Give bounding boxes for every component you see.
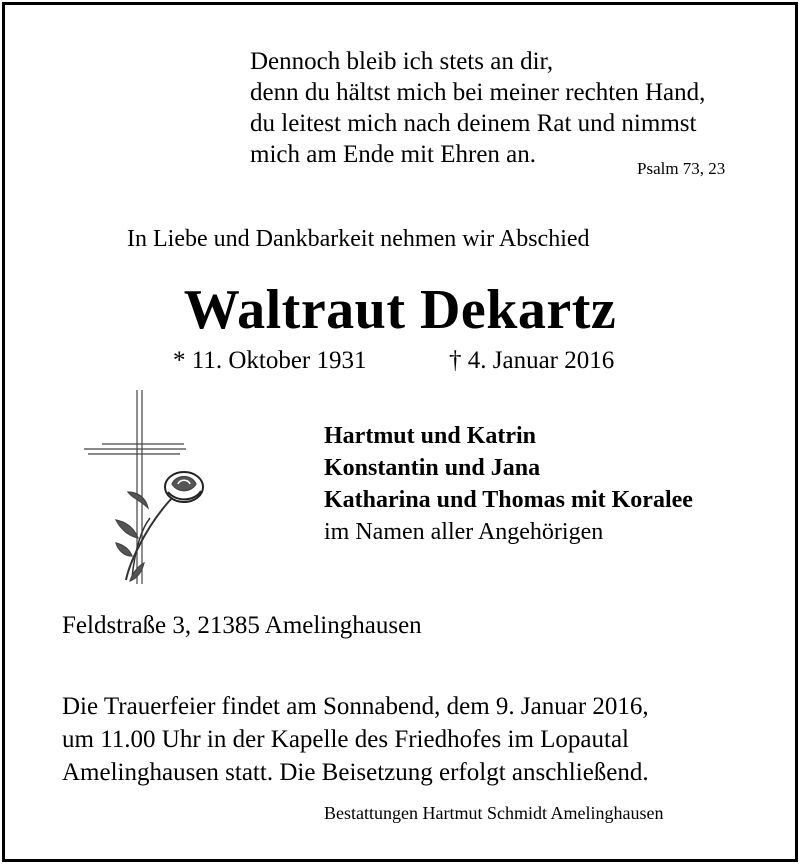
cross-with-rose-icon: [80, 388, 220, 588]
verse-line: du leitest mich nach deinem Rat und nimmst: [250, 110, 697, 137]
birth-date: * 11. Oktober 1931: [173, 347, 367, 374]
verse-source: Psalm 73, 23: [637, 159, 726, 178]
family-member: Hartmut und Katrin: [324, 423, 537, 449]
farewell-intro: In Liebe und Dankbarkeit nehmen wir Abschied: [127, 226, 590, 252]
family-list: [324, 420, 693, 548]
verse-line: mich am Ende mit Ehren an.: [250, 141, 537, 168]
family-note: im Namen aller Angehörigen: [324, 519, 604, 545]
family-member: Katharina und Thomas mit Koralee: [324, 487, 693, 513]
verse-line: denn du hältst mich bei meiner rechten Hand,: [250, 79, 706, 106]
undertaker: Bestattungen Hartmut Schmidt Amelinghausen: [324, 803, 664, 823]
family-member: Konstantin und Jana: [324, 455, 541, 481]
funeral-line: um 11.00 Uhr in der Kapelle des Friedhofes im Lopautal: [62, 726, 629, 753]
deceased-name: Waltraut Dekartz: [183, 279, 617, 341]
funeral-line: Amelinghausen statt. Die Beisetzung erfolgt anschließend.: [62, 759, 649, 786]
death-date: † 4. Januar 2016: [449, 347, 615, 374]
address: Feldstraße 3, 21385 Amelinghausen: [62, 612, 422, 639]
funeral-line: Die Trauerfeier findet am Sonnabend, dem 9. Januar 2016,: [62, 693, 649, 720]
bible-verse: [250, 46, 705, 170]
verse-line: Dennoch bleib ich stets an dir,: [250, 48, 554, 75]
funeral-details: [62, 690, 649, 789]
